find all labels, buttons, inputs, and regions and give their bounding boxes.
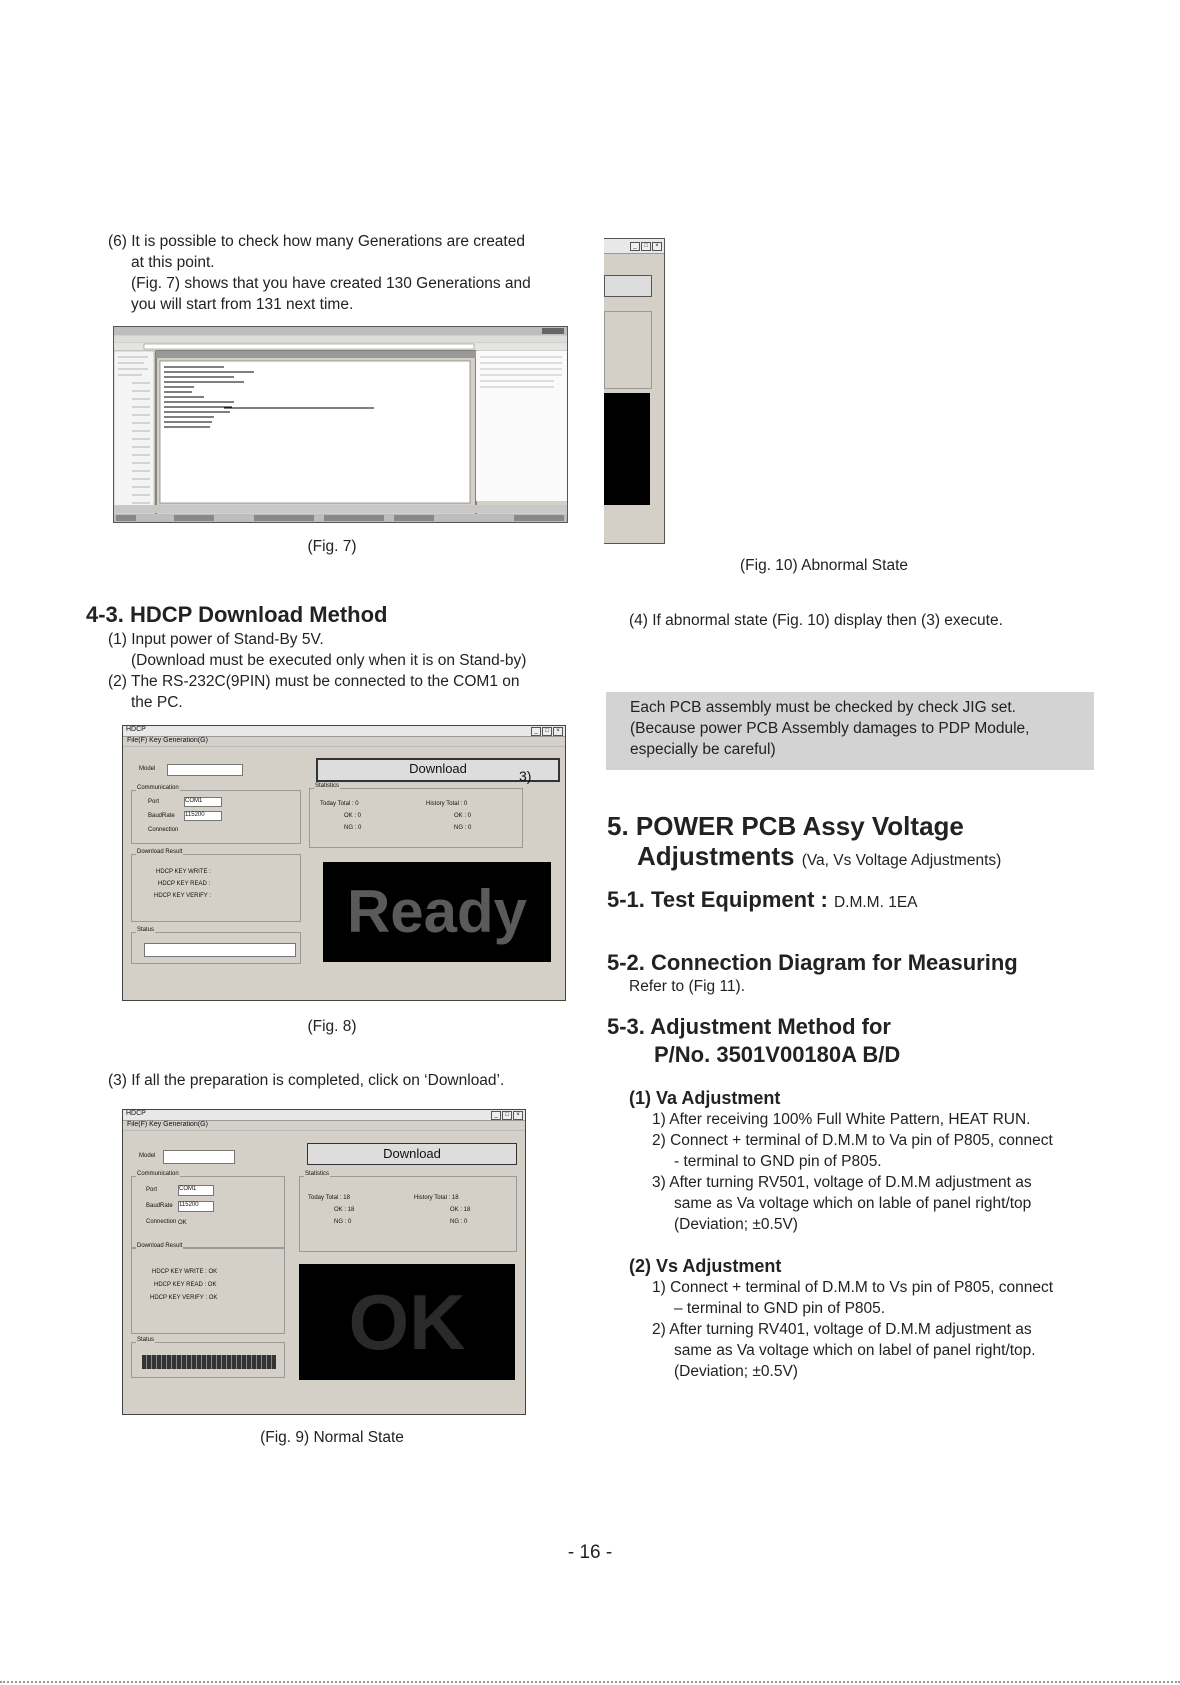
fig9-today-total: Today Total : 18: [308, 1195, 350, 1201]
vs-step1: 1) Connect + terminal of D.M.M to Vs pin of P805, connect: [652, 1279, 1054, 1296]
fig9-key-verify: HDCP KEY VERIFY : OK: [150, 1295, 218, 1301]
fig9-window-controls[interactable]: [491, 1111, 523, 1120]
close-icon[interactable]: ×: [652, 242, 662, 251]
fig8-port-select[interactable]: [184, 797, 222, 807]
va-step2-cont: - terminal to GND pin of P805.: [674, 1153, 882, 1170]
fig8-port-value: COM1: [185, 798, 203, 804]
fig8-caption: (Fig. 8): [307, 1018, 357, 1035]
fig8-hdcp-window: [122, 725, 566, 1001]
maximize-icon[interactable]: □: [641, 242, 651, 251]
p6-line3: (Fig. 7) shows that you have created 130 Generations and: [131, 275, 531, 292]
fig7-screenshot: [113, 326, 568, 523]
vs-step2-cont: same as Va voltage which on label of panel right/top.: [674, 1342, 1036, 1359]
fig8-status-bar: [144, 943, 296, 957]
s43-step1-note: (Download must be executed only when it is on Stand-by): [131, 652, 527, 669]
fig7-caption: (Fig. 7): [307, 538, 357, 555]
fig8-port-label: Port: [148, 799, 160, 805]
fig9-today-ok: OK : 18: [334, 1207, 355, 1213]
p6-line2: at this point.: [131, 254, 215, 271]
fig9-download-result-label: Download Result: [137, 1243, 183, 1249]
fig9-model-label: Model: [139, 1153, 156, 1159]
fig8-callout: 3): [519, 768, 532, 784]
page-number: - 16 -: [567, 1542, 613, 1563]
fig9-status-label: Status: [137, 1337, 155, 1343]
p6-line1: (6) It is possible to check how many Generations are created: [108, 233, 525, 250]
fig9-connection-value: OK: [178, 1220, 187, 1226]
fig9-baud-select[interactable]: [178, 1201, 214, 1212]
section-4-3-heading: 4-3. HDCP Download Method: [86, 602, 388, 627]
va-step3-cont: same as Va voltage which on lable of panel right/top: [674, 1195, 1032, 1212]
fig9-statistics-label: Statistics: [305, 1171, 330, 1177]
va-step1: 1) After receiving 100% Full White Pattern, HEAT RUN.: [652, 1111, 1031, 1128]
fig9-statistics-group: [299, 1171, 517, 1252]
vs-step2: 2) After turning RV401, voltage of D.M.M adjustment as: [652, 1321, 1032, 1338]
fig9-download-result-group: [131, 1243, 285, 1334]
fig9-port-select[interactable]: [178, 1185, 214, 1196]
section-5-1-equipment: D.M.M. 1EA: [833, 894, 918, 911]
fig8-status-group: [131, 927, 301, 964]
fig10-titlebar: [604, 239, 664, 254]
minimize-icon[interactable]: _: [491, 1111, 501, 1120]
note-line1: Each PCB assembly must be checked by check JIG set.: [630, 699, 1016, 716]
section-5-line2: [607, 841, 1001, 876]
fig9-baud-value: 115200: [179, 1202, 199, 1208]
fig8-titlebar: [123, 726, 565, 737]
section-5-3-heading: [607, 1013, 900, 1069]
fig8-status-label: Status: [137, 927, 155, 933]
section-5-1-title: 5-1. Test Equipment :: [607, 887, 828, 912]
fig9-model-input[interactable]: [163, 1150, 235, 1164]
fig9-title: HDCP: [126, 1110, 146, 1117]
fig8-menubar[interactable]: File(F) Key Generation(G): [123, 737, 565, 747]
fig8-communication-group: [131, 785, 301, 844]
fig8-model-label: Model: [139, 766, 156, 772]
fig9-download-button[interactable]: [307, 1143, 517, 1165]
fig8-title: HDCP: [126, 726, 146, 733]
fig7-window-graphic: [114, 327, 567, 522]
section-5-heading: [607, 811, 1001, 876]
fig9-port-label: Port: [146, 1187, 158, 1193]
maximize-icon[interactable]: □: [502, 1111, 512, 1120]
fig9-today-ng: NG : 0: [334, 1219, 352, 1225]
fig8-download-label: Download: [409, 761, 467, 776]
section-5-adjustments: Adjustments: [637, 841, 795, 871]
fig9-menubar[interactable]: File(F) Key Generation(G): [123, 1121, 525, 1131]
fig9-download-label: Download: [383, 1146, 441, 1161]
vs-heading: (2) Vs Adjustment: [629, 1256, 782, 1276]
maximize-icon[interactable]: □: [542, 727, 552, 736]
fig9-history-ok: OK : 18: [450, 1207, 471, 1213]
fig8-statistics-label: Statistics: [315, 783, 340, 789]
minimize-icon[interactable]: _: [630, 242, 640, 251]
fig9-port-value: COM1: [179, 1186, 197, 1192]
paragraph-6: [108, 231, 572, 315]
section-5-3-line1: 5-3. Adjustment Method for: [607, 1014, 891, 1039]
fig10-statistics-group: [604, 311, 652, 389]
caution-note: [606, 692, 1094, 770]
note-line3: especially be careful): [630, 741, 776, 758]
fig9-communication-group: [131, 1171, 285, 1248]
fig9-connection-label: Connection: [146, 1219, 177, 1225]
fig9-history-ng: NG : 0: [450, 1219, 468, 1225]
section-5-2-body: Refer to (Fig 11).: [629, 978, 746, 995]
fig8-model-input[interactable]: [167, 764, 243, 776]
fig8-download-result-group: [131, 849, 301, 922]
fig8-key-read: HDCP KEY READ :: [158, 881, 211, 887]
fig8-communication-label: Communication: [137, 785, 179, 791]
fig10-window-controls[interactable]: [630, 242, 662, 251]
fig8-history-ok: OK : 0: [454, 813, 472, 819]
va-adjustment: [629, 1087, 1095, 1235]
fig8-key-write: HDCP KEY WRITE :: [156, 869, 211, 875]
fig8-statistics-group: [309, 783, 523, 848]
fig10-caption: (Fig. 10) Abnormal State: [740, 557, 908, 574]
fig9-hdcp-window: [122, 1109, 526, 1415]
close-icon[interactable]: ×: [553, 727, 563, 736]
section-4-3-body: [108, 629, 572, 713]
fig10-download-button[interactable]: [604, 275, 652, 297]
va-step3-deviation: (Deviation; ±0.5V): [674, 1216, 798, 1233]
fig8-ready-banner: Ready: [323, 862, 551, 962]
fig8-download-result-label: Download Result: [137, 849, 183, 855]
section-5-3-line2: P/No. 3501V00180A B/D: [654, 1042, 901, 1067]
fig9-key-read: HDCP KEY READ : OK: [154, 1282, 217, 1288]
fig8-baud-value: 115200: [185, 812, 205, 818]
va-step2: 2) Connect + terminal of D.M.M to Va pin of P805, connect: [652, 1132, 1053, 1149]
fig8-baud-label: BaudRate: [148, 813, 175, 819]
fig8-today-ng: NG : 0: [344, 825, 362, 831]
fig8-key-verify: HDCP KEY VERIFY :: [154, 893, 212, 899]
fig8-history-total: History Total : 0: [426, 801, 468, 807]
va-step3: 3) After turning RV501, voltage of D.M.M adjustment as: [652, 1174, 1032, 1191]
vs-step1-cont: – terminal to GND pin of P805.: [674, 1300, 886, 1317]
s43-step2-cont: the PC.: [131, 694, 183, 711]
minimize-icon[interactable]: _: [531, 727, 541, 736]
section-5-subtitle: (Va, Vs Voltage Adjustments): [801, 852, 1002, 869]
paragraph-3: (3) If all the preparation is completed, click on ‘Download’.: [108, 1072, 505, 1089]
fig10-screenshot: [604, 238, 665, 544]
fig8-baud-select[interactable]: [184, 811, 222, 821]
p6-line4: you will start from 131 next time.: [131, 296, 354, 313]
section-5-line1: 5. POWER PCB Assy Voltage: [607, 811, 964, 841]
fig8-today-ok: OK : 0: [344, 813, 362, 819]
section-5-2-heading: 5-2. Connection Diagram for Measuring: [607, 950, 1018, 975]
fig9-baud-label: BaudRate: [146, 1203, 173, 1209]
bottom-dotted-rule: [0, 1681, 1180, 1683]
fig9-progress-bar: [142, 1355, 276, 1369]
vs-step2-deviation: (Deviation; ±0.5V): [674, 1363, 798, 1380]
fig9-communication-label: Communication: [137, 1171, 179, 1177]
fig9-history-total: History Total : 18: [414, 1195, 459, 1201]
fig9-key-write: HDCP KEY WRITE : OK: [152, 1269, 218, 1275]
fig9-status-group: [131, 1337, 285, 1378]
vs-adjustment: [629, 1255, 1095, 1382]
fig9-titlebar: [123, 1110, 525, 1121]
va-heading: (1) Va Adjustment: [629, 1088, 781, 1108]
fig10-status-banner: [604, 393, 650, 505]
section-5-1-heading: [607, 887, 918, 913]
fig8-window-controls[interactable]: [531, 727, 563, 736]
close-icon[interactable]: ×: [513, 1111, 523, 1120]
fig8-connection-label: Connection: [148, 827, 179, 833]
fig9-ok-banner: OK: [299, 1264, 515, 1380]
s43-step1: (1) Input power of Stand-By 5V.: [108, 631, 324, 648]
fig8-today-total: Today Total : 0: [320, 801, 359, 807]
s43-step2: (2) The RS-232C(9PIN) must be connected to the COM1 on: [108, 673, 520, 690]
fig8-history-ng: NG : 0: [454, 825, 472, 831]
note-line2: (Because power PCB Assembly damages to PDP Module,: [630, 720, 1030, 737]
fig9-caption: (Fig. 9) Normal State: [260, 1429, 404, 1446]
paragraph-4: (4) If abnormal state (Fig. 10) display then (3) execute.: [629, 612, 1003, 629]
